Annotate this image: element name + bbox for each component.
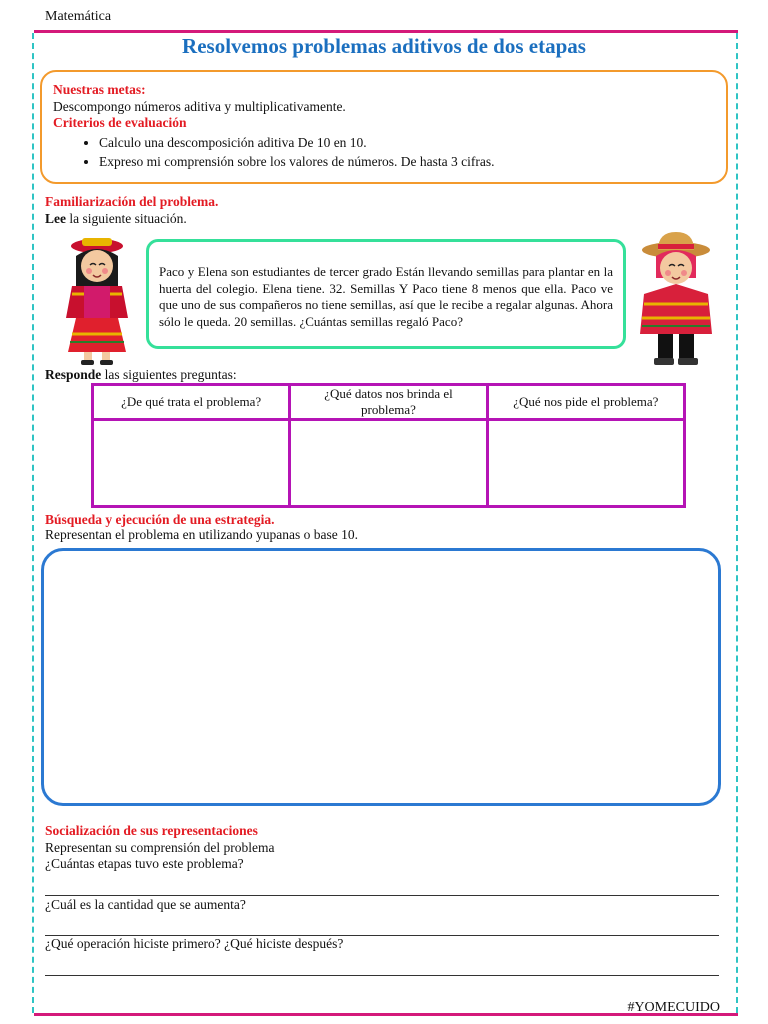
criteria-item: • Calculo una descomposición aditiva De 10 en 10.: [99, 133, 739, 152]
respond-rest: las siguientes preguntas:: [101, 367, 237, 382]
footer-hashtag: #YOMECUIDO: [627, 1000, 720, 1015]
answer-cell[interactable]: [487, 420, 684, 507]
familiarization-heading: Familiarización del problema.: [45, 194, 219, 209]
goals-heading: Nuestras metas:: [53, 82, 146, 97]
read-bold: Lee: [45, 211, 66, 226]
question-3: ¿Qué operación hiciste primero? ¿Qué hiciste después?: [45, 936, 344, 951]
table-header-cell: ¿De qué trata el problema?: [93, 385, 290, 420]
socialization-text: Representan su comprensión del problema: [45, 840, 275, 855]
strategy-text: Representan el problema en utilizando yupanas o base 10.: [45, 527, 359, 542]
respond-bold: Responde: [45, 367, 102, 382]
table-header-cell: ¿Qué nos pide el problema?: [487, 385, 684, 420]
question-2: ¿Cuál es la cantidad que se aumenta?: [45, 897, 246, 912]
criteria-item: • Expreso mi comprensión sobre los valores de números. De hasta 3 cifras.: [99, 152, 739, 171]
respond-instruction: [45, 367, 237, 383]
page-title: Resolvemos problemas aditivos de dos etapas: [182, 34, 586, 58]
strategy-heading: Búsqueda y ejecución de una estrategia.: [45, 512, 275, 527]
socialization-heading: Socialización de sus representaciones: [45, 823, 258, 838]
subject-label: Matemática: [45, 9, 112, 24]
strategy-drawing-area[interactable]: [41, 548, 721, 806]
read-rest: la siguiente situación.: [66, 211, 187, 226]
right-dashed-border: [736, 33, 738, 1013]
left-dashed-border: [32, 33, 34, 1013]
table-header-row: [93, 385, 685, 420]
andean-girl-icon: [58, 234, 136, 366]
criteria-list: [55, 133, 739, 171]
top-border: [34, 30, 738, 33]
read-instruction: [45, 211, 187, 227]
answer-line-3[interactable]: [45, 975, 719, 976]
answer-line-1[interactable]: [45, 895, 719, 896]
questions-table: [91, 383, 686, 508]
answer-cell[interactable]: [290, 420, 487, 507]
table-header-cell: ¿Qué datos nos brinda el problema?: [290, 385, 487, 420]
question-1: ¿Cuántas etapas tuvo este problema?: [45, 856, 244, 871]
goals-text: Descompongo números aditiva y multiplicativamente.: [53, 99, 346, 114]
table-answer-row: [93, 420, 685, 507]
andean-boy-icon: [636, 230, 716, 368]
answer-cell[interactable]: [93, 420, 290, 507]
story-box: Paco y Elena son estudiantes de tercer grado Están llevando semillas para plantar en la huerta del colegio. Elena tiene. 32. Semillas Y Paco tiene 8 menos que ella. Paco ve que uno de sus compañeros no tiene semillas, así que le recibe a regalar algunas. Ahora sólo le queda. 20 semillas. ¿Cuántas semillas regaló Paco?: [146, 239, 626, 349]
criteria-heading: Criterios de evaluación: [53, 115, 187, 130]
